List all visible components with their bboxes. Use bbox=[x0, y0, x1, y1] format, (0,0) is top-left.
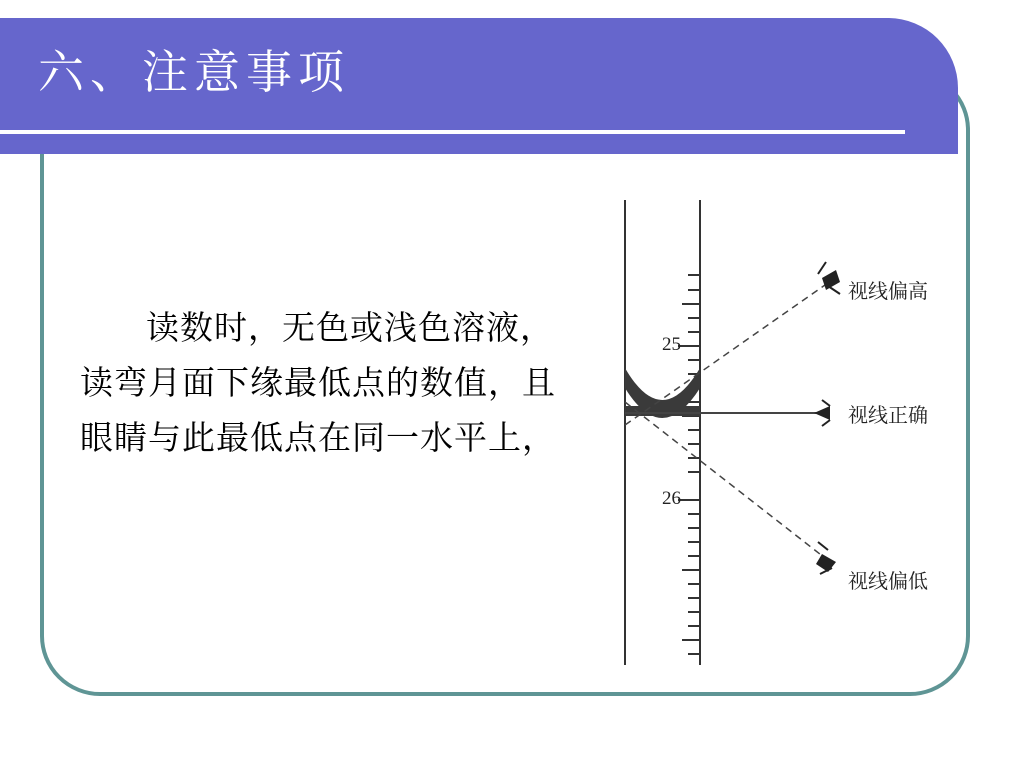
eye-icon-low bbox=[816, 542, 836, 574]
label-sight-high: 视线偏高 bbox=[848, 279, 928, 303]
diagram-svg bbox=[600, 170, 940, 670]
eye-icon-high bbox=[818, 262, 840, 294]
scale-label-26: 26 bbox=[662, 488, 681, 509]
sight-line-low bbox=[625, 402, 825, 558]
banner-divider bbox=[0, 130, 905, 134]
meniscus-reading-diagram bbox=[600, 170, 940, 670]
sight-line-high bbox=[625, 285, 825, 425]
scale-ticks bbox=[678, 275, 700, 654]
eye-icon-correct bbox=[814, 400, 830, 426]
scale-label-25: 25 bbox=[662, 334, 681, 355]
label-sight-low: 视线偏低 bbox=[848, 569, 928, 593]
slide-title: 六、注意事项 bbox=[38, 45, 350, 99]
body-text: 读数时，无色或浅色溶液，读弯月面下缘最低点的数值，且眼睛与此最低点在同一水平上， bbox=[80, 308, 556, 457]
label-sight-correct: 视线正确 bbox=[848, 403, 928, 427]
